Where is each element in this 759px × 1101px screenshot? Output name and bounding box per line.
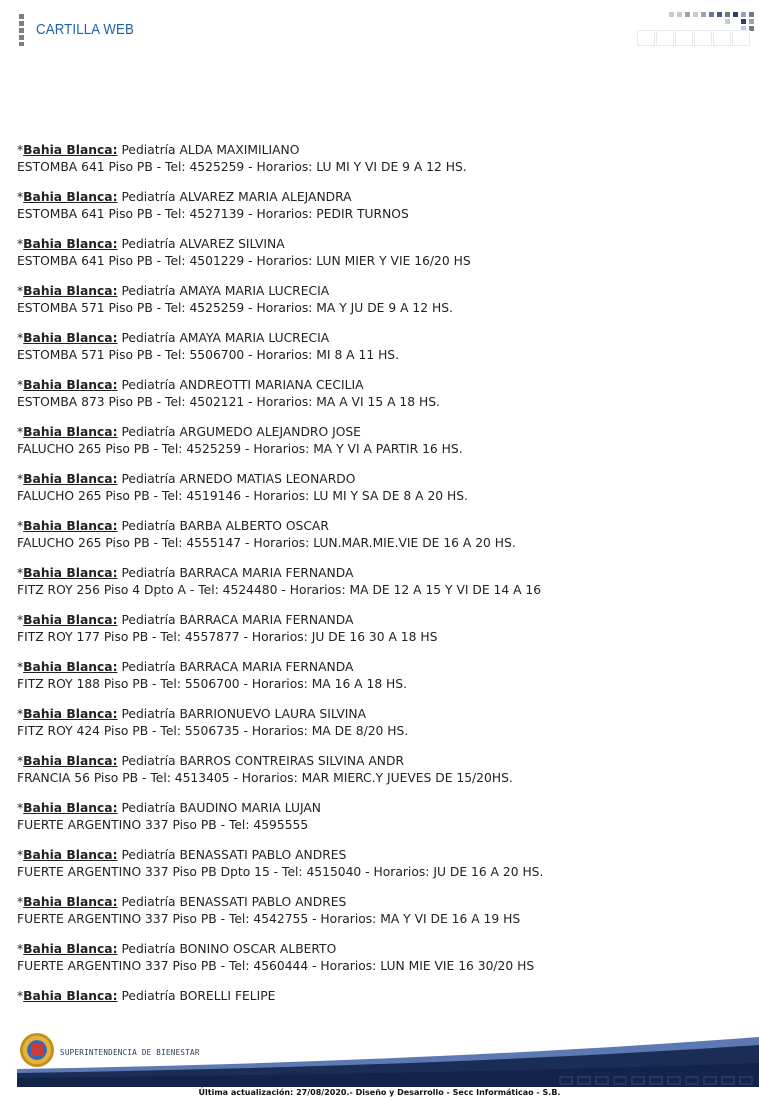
entry-city: Bahia Blanca: (23, 848, 118, 862)
entry-details: FUERTE ARGENTINO 337 Piso PB - Tel: 4595555 (17, 818, 309, 832)
entry-city: Bahia Blanca: (23, 519, 118, 533)
entry-heading: *Bahia Blanca: Pediatría BORELLI FELIPE (17, 989, 276, 1003)
list-item (17, 800, 747, 834)
entry-specialty-name: Pediatría ANDREOTTI MARIANA CECILIA (121, 378, 364, 392)
entry-city: Bahia Blanca: (23, 801, 118, 815)
institution-seal-icon (20, 1033, 54, 1067)
header-accent-bar (19, 14, 24, 46)
entry-details: FITZ ROY 188 Piso PB - Tel: 5506700 - Horarios: MA 16 A 18 HS. (17, 677, 408, 691)
entry-specialty-name: Pediatría BARROS CONTREIRAS SILVINA ANDR (121, 754, 405, 768)
footer-brand: SUPERINTENDENCIA DE BIENESTAR (60, 1048, 200, 1057)
entry-heading: *Bahia Blanca: Pediatría BARBA ALBERTO OSCAR (17, 519, 329, 533)
entry-specialty-name: Pediatría AMAYA MARIA LUCRECIA (121, 284, 330, 298)
list-item (17, 988, 747, 1005)
provider-list (17, 142, 747, 1018)
entry-heading: *Bahia Blanca: Pediatría ALDA MAXIMILIANO (17, 143, 300, 157)
page-footer (0, 1025, 759, 1101)
list-item (17, 612, 747, 646)
entry-city: Bahia Blanca: (23, 895, 118, 909)
list-item (17, 565, 747, 599)
footer-update-text: Última actualización: 27/08/2020.- Diseño y Desarrollo - Secc Informáticao - S.B. (198, 1088, 561, 1097)
entry-city: Bahia Blanca: (23, 707, 118, 721)
entry-details: ESTOMBA 571 Piso PB - Tel: 4525259 - Horarios: MA Y JU DE 9 A 12 HS. (17, 301, 453, 315)
entry-specialty-name: Pediatría BORELLI FELIPE (121, 989, 276, 1003)
page-title: CARTILLA WEB (36, 21, 134, 38)
entry-heading: *Bahia Blanca: Pediatría ALVAREZ SILVINA (17, 237, 285, 251)
entry-specialty-name: Pediatría BAUDINO MARIA LUJAN (121, 801, 321, 815)
entry-specialty-name: Pediatría BARRACA MARIA FERNANDA (121, 660, 354, 674)
entry-heading: *Bahia Blanca: Pediatría BARRACA MARIA FERNANDA (17, 613, 354, 627)
list-item (17, 330, 747, 364)
entry-city: Bahia Blanca: (23, 378, 118, 392)
entry-details: FUERTE ARGENTINO 337 Piso PB Dpto 15 - Tel: 4515040 - Horarios: JU DE 16 A 20 HS. (17, 865, 544, 879)
entry-heading: *Bahia Blanca: Pediatría BENASSATI PABLO ANDRES (17, 895, 347, 909)
list-item (17, 518, 747, 552)
entry-details: FITZ ROY 424 Piso PB - Tel: 5506735 - Horarios: MA DE 8/20 HS. (17, 724, 409, 738)
page-header (0, 0, 759, 60)
entry-heading: *Bahia Blanca: Pediatría BAUDINO MARIA LUJAN (17, 801, 321, 815)
entry-specialty-name: Pediatría BENASSATI PABLO ANDRES (121, 895, 347, 909)
entry-details: FALUCHO 265 Piso PB - Tel: 4555147 - Horarios: LUN.MAR.MIE.VIE DE 16 A 20 HS. (17, 536, 516, 550)
entry-heading: *Bahia Blanca: Pediatría ARGUMEDO ALEJANDRO JOSE (17, 425, 361, 439)
entry-heading: *Bahia Blanca: Pediatría AMAYA MARIA LUCRECIA (17, 331, 330, 345)
entry-details: FITZ ROY 177 Piso PB - Tel: 4557877 - Horarios: JU DE 16 30 A 18 HS (17, 630, 438, 644)
entry-heading: *Bahia Blanca: Pediatría BARRIONUEVO LAURA SILVINA (17, 707, 366, 721)
entry-heading: *Bahia Blanca: Pediatría BARROS CONTREIRAS SILVINA ANDR (17, 754, 405, 768)
entry-specialty-name: Pediatría BARRACA MARIA FERNANDA (121, 613, 354, 627)
entry-city: Bahia Blanca: (23, 143, 118, 157)
list-item (17, 471, 747, 505)
entry-details: FALUCHO 265 Piso PB - Tel: 4525259 - Horarios: MA Y VI A PARTIR 16 HS. (17, 442, 463, 456)
list-item (17, 142, 747, 176)
list-item (17, 753, 747, 787)
entry-city: Bahia Blanca: (23, 472, 118, 486)
entry-specialty-name: Pediatría ALVAREZ MARIA ALEJANDRA (121, 190, 352, 204)
entry-city: Bahia Blanca: (23, 989, 118, 1003)
entry-details: ESTOMBA 641 Piso PB - Tel: 4501229 - Horarios: LUN MIER Y VIE 16/20 HS (17, 254, 471, 268)
entry-details: ESTOMBA 571 Piso PB - Tel: 5506700 - Horarios: MI 8 A 11 HS. (17, 348, 400, 362)
list-item (17, 283, 747, 317)
entry-heading: *Bahia Blanca: Pediatría BENASSATI PABLO ANDRES (17, 848, 347, 862)
entry-city: Bahia Blanca: (23, 942, 118, 956)
list-item (17, 377, 747, 411)
entry-details: ESTOMBA 873 Piso PB - Tel: 4502121 - Horarios: MA A VI 15 A 18 HS. (17, 395, 440, 409)
list-item (17, 706, 747, 740)
entry-heading: *Bahia Blanca: Pediatría AMAYA MARIA LUCRECIA (17, 284, 330, 298)
entry-heading: *Bahia Blanca: Pediatría ALVAREZ MARIA ALEJANDRA (17, 190, 352, 204)
entry-details: FALUCHO 265 Piso PB - Tel: 4519146 - Horarios: LU MI Y SA DE 8 A 20 HS. (17, 489, 468, 503)
entry-city: Bahia Blanca: (23, 754, 118, 768)
list-item (17, 941, 747, 975)
list-item (17, 659, 747, 693)
entry-heading: *Bahia Blanca: Pediatría BARRACA MARIA FERNANDA (17, 660, 354, 674)
entry-details: ESTOMBA 641 Piso PB - Tel: 4525259 - Horarios: LU MI Y VI DE 9 A 12 HS. (17, 160, 467, 174)
entry-heading: *Bahia Blanca: Pediatría ARNEDO MATIAS LEONARDO (17, 472, 356, 486)
list-item (17, 189, 747, 223)
entry-city: Bahia Blanca: (23, 331, 118, 345)
entry-specialty-name: Pediatría BONINO OSCAR ALBERTO (121, 942, 337, 956)
entry-specialty-name: Pediatría BARRACA MARIA FERNANDA (121, 566, 354, 580)
entry-details: FUERTE ARGENTINO 337 Piso PB - Tel: 4542755 - Horarios: MA Y VI DE 16 A 19 HS (17, 912, 521, 926)
entry-heading: *Bahia Blanca: Pediatría ANDREOTTI MARIANA CECILIA (17, 378, 364, 392)
entry-heading: *Bahia Blanca: Pediatría BARRACA MARIA FERNANDA (17, 566, 354, 580)
list-item (17, 236, 747, 270)
entry-city: Bahia Blanca: (23, 660, 118, 674)
entry-specialty-name: Pediatría BARRIONUEVO LAURA SILVINA (121, 707, 366, 721)
entry-heading: *Bahia Blanca: Pediatría BONINO OSCAR ALBERTO (17, 942, 337, 956)
entry-details: FITZ ROY 256 Piso 4 Dpto A - Tel: 4524480 - Horarios: MA DE 12 A 15 Y VI DE 14 A 16 (17, 583, 542, 597)
entry-city: Bahia Blanca: (23, 284, 118, 298)
entry-city: Bahia Blanca: (23, 237, 118, 251)
entry-specialty-name: Pediatría AMAYA MARIA LUCRECIA (121, 331, 330, 345)
list-item (17, 894, 747, 928)
entry-specialty-name: Pediatría ALDA MAXIMILIANO (121, 143, 300, 157)
header-decoration (637, 12, 759, 48)
entry-specialty-name: Pediatría ARNEDO MATIAS LEONARDO (121, 472, 356, 486)
entry-city: Bahia Blanca: (23, 613, 118, 627)
entry-specialty-name: Pediatría BENASSATI PABLO ANDRES (121, 848, 347, 862)
entry-specialty-name: Pediatría ALVAREZ SILVINA (121, 237, 285, 251)
entry-specialty-name: Pediatría ARGUMEDO ALEJANDRO JOSE (121, 425, 361, 439)
entry-details: ESTOMBA 641 Piso PB - Tel: 4527139 - Horarios: PEDIR TURNOS (17, 207, 409, 221)
list-item (17, 424, 747, 458)
entry-details: FRANCIA 56 Piso PB - Tel: 4513405 - Horarios: MAR MIERC.Y JUEVES DE 15/20HS. (17, 771, 513, 785)
entry-city: Bahia Blanca: (23, 190, 118, 204)
list-item (17, 847, 747, 881)
entry-city: Bahia Blanca: (23, 425, 118, 439)
entry-city: Bahia Blanca: (23, 566, 118, 580)
entry-specialty-name: Pediatría BARBA ALBERTO OSCAR (121, 519, 329, 533)
entry-details: FUERTE ARGENTINO 337 Piso PB - Tel: 4560444 - Horarios: LUN MIE VIE 16 30/20 HS (17, 959, 535, 973)
